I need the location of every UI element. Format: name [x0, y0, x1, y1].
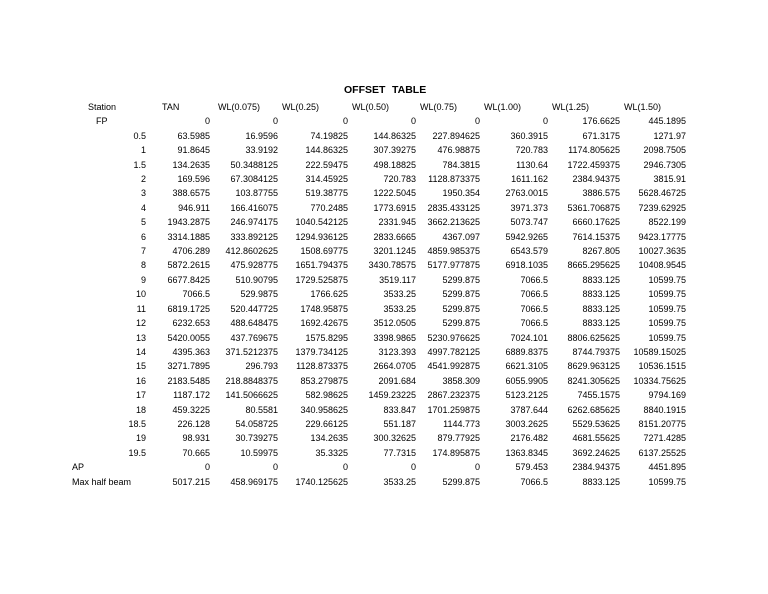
offset-cell: 6055.9905: [505, 375, 548, 386]
station-cell: 6: [140, 231, 146, 242]
offset-cell: 246.974175: [230, 217, 278, 228]
offset-cell: 6918.1035: [505, 260, 548, 271]
offset-cell: 2176.482: [510, 433, 548, 444]
offset-cell: 8665.295625: [567, 260, 620, 271]
offset-cell: 0: [204, 462, 210, 473]
station-cell: 5: [140, 217, 146, 228]
offset-cell: 4859.985375: [427, 246, 480, 257]
offset-cell: 1575.8295: [305, 332, 348, 343]
offset-cell: 5299.875: [442, 274, 480, 285]
offset-cell: 8522.199: [648, 217, 686, 228]
offset-cell: 770.2485: [310, 202, 348, 213]
offset-cell: 8629.963125: [567, 361, 620, 372]
offset-cell: 5017.215: [172, 476, 210, 487]
offset-cell: 144.86325: [373, 130, 416, 141]
offset-cell: 50.3488125: [230, 159, 278, 170]
column-header: WL(1.50): [624, 102, 662, 112]
offset-cell: 720.783: [515, 145, 548, 156]
offset-cell: 2331.945: [378, 217, 416, 228]
offset-cell: 5942.9265: [505, 231, 548, 242]
table-body: [70, 114, 686, 489]
station-cell: AP: [72, 462, 85, 473]
offset-cell: 8151.20775: [638, 418, 686, 429]
offset-cell: 784.3815: [442, 159, 480, 170]
offset-cell: 3858.309: [442, 375, 480, 386]
offset-cell: 0: [410, 116, 416, 127]
offset-cell: 1766.625: [310, 289, 348, 300]
offset-cell: 3201.1245: [373, 246, 416, 257]
offset-cell: 1128.873375: [428, 174, 480, 185]
offset-cell: 360.3915: [510, 130, 548, 141]
offset-cell: 67.3084125: [230, 174, 278, 185]
column-header: WL(0.75): [420, 102, 458, 112]
offset-cell: 2664.0705: [373, 361, 416, 372]
table-row: [70, 431, 686, 445]
offset-cell: 0: [272, 462, 278, 473]
title-word-table: TABLE: [392, 84, 427, 96]
station-cell: 1.5: [133, 159, 146, 170]
offset-cell: 6889.8375: [505, 346, 548, 357]
offset-cell: 63.5985: [177, 130, 210, 141]
offset-cell: 134.2635: [172, 159, 210, 170]
offset-cell: 2384.94375: [572, 462, 620, 473]
offset-cell: 8806.625625: [567, 332, 620, 343]
offset-cell: 6819.1725: [167, 303, 210, 314]
offset-cell: 510.90795: [235, 274, 278, 285]
station-cell: 12: [135, 318, 146, 329]
offset-cell: 1748.95875: [300, 303, 348, 314]
offset-cell: 0: [410, 462, 416, 473]
offset-cell: 5299.875: [442, 476, 480, 487]
offset-cell: 7614.15375: [572, 231, 620, 242]
offset-cell: 520.447725: [230, 303, 278, 314]
offset-cell: 54.058725: [235, 418, 278, 429]
offset-cell: 498.18825: [373, 159, 416, 170]
station-cell: 4: [140, 202, 146, 213]
title-word-offset: OFFSET: [344, 84, 386, 96]
offset-cell: 3971.373: [510, 202, 548, 213]
offset-cell: 2183.5485: [167, 375, 210, 386]
offset-cell: 1040.542125: [295, 217, 348, 228]
table-row: [70, 302, 686, 316]
offset-cell: 3815.91: [653, 174, 686, 185]
offset-cell: 529.9875: [240, 289, 278, 300]
offset-cell: 1651.794375: [295, 260, 348, 271]
offset-cell: 300.32625: [373, 433, 416, 444]
table-row: [70, 446, 686, 460]
offset-cell: 1187.172: [173, 390, 210, 401]
offset-cell: 1459.23225: [368, 390, 416, 401]
offset-cell: 8833.125: [582, 303, 620, 314]
offset-cell: 134.2635: [310, 433, 348, 444]
table-row: [70, 244, 686, 258]
offset-cell: 2763.0015: [505, 188, 548, 199]
offset-cell: 1379.734125: [295, 346, 348, 357]
table-row: [70, 201, 686, 215]
header-row: [70, 100, 686, 114]
offset-cell: 176.6625: [582, 116, 620, 127]
table-row: [70, 359, 686, 373]
offset-cell: 879.77925: [437, 433, 480, 444]
offset-cell: 169.596: [177, 174, 210, 185]
station-cell: 10: [135, 289, 146, 300]
table-row: [70, 258, 686, 272]
offset-cell: 720.783: [383, 174, 416, 185]
station-cell: 18.5: [128, 418, 146, 429]
offset-cell: 2867.232375: [427, 390, 480, 401]
offset-cell: 1950.354: [442, 188, 480, 199]
table-row: [70, 158, 686, 172]
station-cell: FP: [96, 116, 108, 127]
offset-cell: 4997.782125: [427, 346, 480, 357]
offset-cell: 5299.875: [442, 289, 480, 300]
station-cell: 14: [135, 346, 146, 357]
offset-cell: 314.45925: [305, 174, 348, 185]
offset-cell: 2833.6665: [373, 231, 416, 242]
offset-cell: 226.128: [177, 418, 210, 429]
offset-cell: 9423.17775: [638, 231, 686, 242]
offset-cell: 7271.4285: [643, 433, 686, 444]
table-row: [70, 114, 686, 128]
offset-cell: 4367.097: [442, 231, 480, 242]
offset-cell: 671.3175: [582, 130, 620, 141]
offset-table: [70, 100, 686, 489]
offset-cell: 8241.305625: [567, 375, 620, 386]
offset-cell: 0: [474, 116, 480, 127]
offset-cell: 10599.75: [648, 289, 686, 300]
table-row: [70, 129, 686, 143]
offset-cell: 144.86325: [305, 145, 348, 156]
offset-cell: 2835.433125: [427, 202, 480, 213]
offset-cell: 579.453: [515, 462, 548, 473]
offset-cell: 2946.7305: [643, 159, 686, 170]
offset-cell: 10334.75625: [633, 375, 686, 386]
offset-cell: 0: [342, 462, 348, 473]
table-row: [70, 215, 686, 229]
offset-cell: 1773.6915: [373, 202, 416, 213]
table-row: [70, 316, 686, 330]
offset-cell: 30.739275: [235, 433, 278, 444]
offset-cell: 1943.2875: [167, 217, 210, 228]
offset-cell: 2091.684: [378, 375, 416, 386]
offset-cell: 16.9596: [245, 130, 278, 141]
offset-cell: 1128.873375: [296, 361, 348, 372]
offset-cell: 10599.75: [648, 476, 686, 487]
offset-cell: 1271.97: [653, 130, 686, 141]
station-cell: 3: [140, 188, 146, 199]
offset-cell: 6232.653: [172, 318, 210, 329]
offset-cell: 7066.5: [520, 289, 548, 300]
offset-cell: 8744.79375: [572, 346, 620, 357]
offset-cell: 458.969175: [230, 476, 278, 487]
column-header: Station: [88, 102, 117, 112]
offset-cell: 445.1895: [648, 116, 686, 127]
table-row: [70, 287, 686, 301]
offset-cell: 3787.644: [510, 404, 548, 415]
offset-cell: 6660.17625: [572, 217, 620, 228]
offset-cell: 80.5581: [245, 404, 278, 415]
offset-cell: 3886.575: [582, 188, 620, 199]
column-header: WL(0.075): [218, 102, 261, 112]
offset-cell: 1722.459375: [567, 159, 620, 170]
offset-cell: 582.98625: [305, 390, 348, 401]
station-cell: 19.5: [128, 447, 146, 458]
offset-cell: 1294.936125: [295, 231, 348, 242]
offset-cell: 1611.162: [511, 174, 548, 185]
offset-cell: 4395.363: [172, 346, 210, 357]
station-cell: 16: [135, 375, 146, 386]
offset-cell: 5299.875: [442, 318, 480, 329]
offset-cell: 8833.125: [582, 476, 620, 487]
offset-cell: 5872.2615: [167, 260, 210, 271]
offset-cell: 3314.1885: [167, 231, 210, 242]
offset-cell: 35.3325: [315, 447, 348, 458]
station-cell: 17: [135, 390, 146, 401]
station-cell: 11: [136, 303, 146, 314]
offset-cell: 218.8848375: [225, 375, 278, 386]
offset-cell: 333.892125: [230, 231, 278, 242]
offset-cell: 70.665: [182, 447, 210, 458]
offset-cell: 4681.55625: [572, 433, 620, 444]
table-row: [70, 186, 686, 200]
offset-cell: 412.8602625: [225, 246, 278, 257]
offset-cell: 3003.2625: [505, 418, 548, 429]
station-cell: 9: [140, 274, 146, 285]
offset-cell: 7066.5: [520, 303, 548, 314]
offset-cell: 1144.773: [443, 418, 480, 429]
station-cell: 15: [135, 361, 146, 372]
offset-cell: 3123.393: [378, 346, 416, 357]
offset-cell: 1222.5045: [373, 188, 416, 199]
offset-cell: 5628.46725: [638, 188, 686, 199]
offset-cell: 7024.101: [510, 332, 548, 343]
offset-cell: 6621.3105: [505, 361, 548, 372]
offset-cell: 459.3225: [172, 404, 210, 415]
offset-cell: 946.911: [178, 202, 210, 213]
offset-cell: 853.279875: [300, 375, 348, 386]
offset-cell: 1692.42675: [300, 318, 348, 329]
offset-cell: 5177.977875: [427, 260, 480, 271]
offset-cell: 8833.125: [582, 318, 620, 329]
offset-cell: 7066.5: [520, 476, 548, 487]
offset-cell: 7066.5: [520, 318, 548, 329]
offset-cell: 5529.53625: [572, 418, 620, 429]
station-cell: 1: [140, 145, 146, 156]
offset-cell: 8833.125: [582, 289, 620, 300]
table-row: [70, 374, 686, 388]
offset-cell: 5299.875: [442, 303, 480, 314]
column-header: TAN: [162, 102, 180, 112]
station-cell: 7: [140, 246, 146, 257]
offset-cell: 4706.289: [172, 246, 210, 257]
offset-cell: 5123.2125: [505, 390, 548, 401]
offset-cell: 10027.3635: [638, 246, 686, 257]
offset-cell: 1174.805625: [568, 145, 620, 156]
offset-cell: 3398.9865: [373, 332, 416, 343]
offset-cell: 3533.25: [383, 303, 416, 314]
offset-cell: 0: [474, 462, 480, 473]
offset-cell: 296.793: [245, 361, 278, 372]
offset-cell: 437.769675: [230, 332, 278, 343]
offset-cell: 222.59475: [305, 159, 348, 170]
offset-cell: 10599.75: [648, 332, 686, 343]
offset-cell: 475.928775: [230, 260, 278, 271]
offset-cell: 1740.125625: [295, 476, 348, 487]
offset-cell: 9794.169: [648, 390, 686, 401]
table-row: [70, 143, 686, 157]
offset-cell: 98.931: [182, 433, 210, 444]
offset-cell: 0: [542, 116, 548, 127]
offset-cell: 0: [342, 116, 348, 127]
offset-cell: 141.5066625: [225, 390, 278, 401]
table-row: [70, 273, 686, 287]
offset-cell: 3512.0505: [373, 318, 416, 329]
offset-cell: 3519.117: [379, 274, 416, 285]
offset-cell: 4541.992875: [427, 361, 480, 372]
station-cell: Max half beam: [72, 476, 132, 487]
offset-cell: 5073.747: [510, 217, 548, 228]
offset-cell: 3430.78575: [368, 260, 416, 271]
offset-cell: 10599.75: [648, 318, 686, 329]
offset-cell: 1729.525875: [295, 274, 348, 285]
offset-cell: 6137.25525: [638, 447, 686, 458]
offset-cell: 3533.25: [383, 289, 416, 300]
offset-cell: 5230.976625: [427, 332, 480, 343]
offset-cell: 33.9192: [245, 145, 278, 156]
station-cell: 0.5: [133, 130, 146, 141]
offset-cell: 6262.685625: [567, 404, 620, 415]
table-row: [70, 388, 686, 402]
offset-cell: 388.6575: [172, 188, 210, 199]
offset-cell: 1701.259875: [427, 404, 480, 415]
station-cell: 19: [135, 433, 146, 444]
station-cell: 8: [140, 260, 146, 271]
offset-cell: 166.416075: [230, 202, 278, 213]
offset-cell: 3271.7895: [167, 361, 210, 372]
offset-cell: 0: [204, 116, 210, 127]
table-row: [70, 460, 686, 474]
offset-cell: 8267.805: [582, 246, 620, 257]
station-cell: 18: [135, 404, 146, 415]
offset-cell: 488.648475: [230, 318, 278, 329]
offset-cell: 551.187: [383, 418, 416, 429]
offset-cell: 340.958625: [300, 404, 348, 415]
offset-cell: 519.38775: [305, 188, 348, 199]
offset-cell: 10536.1515: [638, 361, 686, 372]
offset-cell: 3533.25: [383, 476, 416, 487]
offset-cell: 7066.5: [182, 289, 210, 300]
offset-cell: 4451.895: [648, 462, 686, 473]
offset-cell: 307.39275: [373, 145, 416, 156]
offset-cell: 77.7315: [383, 447, 416, 458]
table-row: [70, 345, 686, 359]
offset-cell: 6543.579: [510, 246, 548, 257]
offset-cell: 227.894625: [432, 130, 480, 141]
column-header: WL(1.00): [484, 102, 522, 112]
offset-cell: 229.66125: [305, 418, 348, 429]
table-row: [70, 475, 686, 489]
offset-cell: 7455.1575: [577, 390, 620, 401]
offset-cell: 8840.1915: [643, 404, 686, 415]
table-row: [70, 331, 686, 345]
column-header: WL(0.50): [352, 102, 390, 112]
offset-cell: 174.895875: [432, 447, 480, 458]
offset-cell: 3692.24625: [572, 447, 620, 458]
offset-cell: 476.98875: [437, 145, 480, 156]
offset-cell: 5361.706875: [567, 202, 620, 213]
offset-cell: 7239.62925: [638, 202, 686, 213]
offset-cell: 833.847: [383, 404, 416, 415]
offset-cell: 10599.75: [648, 303, 686, 314]
offset-cell: 10599.75: [648, 274, 686, 285]
offset-cell: 91.8645: [177, 145, 210, 156]
offset-cell: 0: [272, 116, 278, 127]
table-row: [70, 230, 686, 244]
offset-cell: 371.5212375: [225, 346, 278, 357]
offset-cell: 10408.9545: [638, 260, 686, 271]
offset-cell: 103.87755: [235, 188, 278, 199]
offset-cell: 2098.7505: [643, 145, 686, 156]
offset-cell: 1130.64: [516, 159, 548, 170]
offset-cell: 1363.8345: [505, 447, 548, 458]
station-cell: 2: [140, 174, 146, 185]
offset-cell: 1508.69775: [300, 246, 348, 257]
offset-cell: 8833.125: [582, 274, 620, 285]
offset-cell: 6677.8425: [167, 274, 210, 285]
table-row: [70, 417, 686, 431]
column-header: WL(1.25): [552, 102, 590, 112]
offset-cell: 7066.5: [520, 274, 548, 285]
offset-cell: 74.19825: [310, 130, 348, 141]
table-row: [70, 403, 686, 417]
offset-cell: 10589.15025: [633, 346, 686, 357]
offset-cell: 10.59975: [240, 447, 278, 458]
offset-cell: 5420.0055: [167, 332, 210, 343]
column-header: WL(0.25): [282, 102, 320, 112]
station-cell: 13: [135, 332, 146, 343]
offset-cell: 2384.94375: [572, 174, 620, 185]
offset-cell: 3662.213625: [427, 217, 480, 228]
table-row: [70, 172, 686, 186]
